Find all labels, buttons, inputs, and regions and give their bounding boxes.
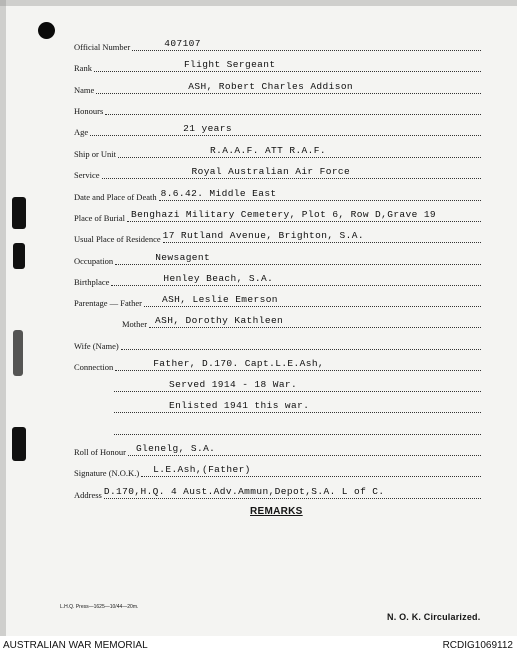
field-value-mother: ASH, Dorothy Kathleen: [155, 315, 284, 326]
scan-edge-left: [0, 0, 6, 636]
field-line-wife: [121, 337, 481, 350]
field-line-connection-2: [114, 379, 481, 392]
field-value-rank: Flight Sergeant: [183, 59, 276, 70]
field-label-birthplace: Birthplace: [74, 276, 110, 287]
scan-edge-top: [0, 0, 517, 6]
field-line-ship-or-unit: [118, 145, 481, 158]
field-row-connection: [74, 357, 481, 371]
field-value-ship-or-unit: R.A.A.F. ATT R.A.F.: [210, 145, 326, 156]
binder-clip-mark: [13, 330, 23, 376]
remarks-heading: REMARKS: [250, 506, 303, 517]
field-line-connection-4: [114, 422, 481, 435]
field-label-roll-of-honour: Roll of Honour: [74, 446, 126, 457]
field-row-name: [74, 80, 481, 94]
field-label-service: Service: [74, 169, 100, 180]
field-row-service: [74, 165, 481, 179]
field-value-place-burial: Benghazi Military Cemetery, Plot 6, Row D,Grave 19: [130, 209, 437, 220]
field-label-connection: Connection: [74, 361, 114, 372]
field-row-connection-3: [112, 399, 481, 413]
field-line-connection-3: [114, 400, 481, 413]
field-row-rank: [74, 58, 481, 72]
field-row-signature: [74, 463, 481, 477]
field-row-usual-residence: [74, 229, 481, 243]
field-value-connection: Father, D.170. Capt.L.E.Ash,: [153, 358, 325, 369]
field-value-age: 21 years: [183, 123, 232, 134]
field-value-name: ASH, Robert Charles Addison: [188, 81, 354, 92]
field-line-honours: [105, 102, 481, 115]
field-row-official-number: [74, 37, 481, 51]
field-label-address: Address: [74, 489, 102, 500]
field-label-date-place-death: Date and Place of Death: [74, 191, 157, 202]
field-line-roll-of-honour: [128, 443, 481, 456]
field-line-father: [144, 294, 481, 307]
field-value-father: ASH, Leslie Emerson: [161, 294, 278, 305]
field-value-official-number: 407107: [164, 38, 201, 49]
field-label-age: Age: [74, 126, 89, 137]
punch-hole: [38, 22, 55, 39]
field-line-connection: [115, 358, 481, 371]
nok-circularized-stamp: N. O. K. Circularized.: [387, 612, 481, 622]
field-line-address: [104, 486, 481, 499]
field-label-occupation: Occupation: [74, 255, 114, 266]
field-line-birthplace: [111, 273, 481, 286]
binder-clip-mark: [13, 243, 25, 269]
field-label-ship-or-unit: Ship or Unit: [74, 148, 117, 159]
field-label-name: Name: [74, 84, 95, 95]
field-label-wife: Wife (Name): [74, 340, 119, 351]
field-row-address: [74, 485, 481, 499]
field-row-mother: [74, 314, 481, 328]
field-label-rank: Rank: [74, 62, 92, 73]
field-row-place-burial: [74, 208, 481, 222]
field-value-service: Royal Australian Air Force: [191, 166, 351, 177]
field-row-age: [74, 122, 481, 136]
field-value-address: D.170,H.Q. 4 Aust.Adv.Ammun,Depot,S.A. L of C.: [103, 486, 385, 497]
field-value-date-place-death: 8.6.42. Middle East: [160, 188, 277, 199]
field-label-usual-residence: Usual Place of Residence: [74, 233, 161, 244]
footer-id: RCDIG1069112: [442, 640, 513, 651]
field-row-connection-2: [112, 378, 481, 392]
field-row-ship-or-unit: [74, 144, 481, 158]
field-row-connection-4: [112, 421, 481, 435]
field-value-occupation: Newsagent: [155, 252, 211, 263]
field-line-rank: [94, 59, 481, 72]
field-value-signature: L.E.Ash,(Father): [153, 464, 251, 475]
field-label-mother: Mother: [122, 318, 148, 329]
field-line-occupation: [115, 252, 481, 265]
field-value-connection-2: Served 1914 - 18 War.: [169, 379, 298, 390]
footer-source: AUSTRALIAN WAR MEMORIAL: [3, 640, 148, 651]
field-row-roll-of-honour: [74, 442, 481, 456]
field-line-signature: [141, 464, 481, 477]
field-label-father: Parentage — Father: [74, 297, 142, 308]
field-line-usual-residence: [163, 230, 481, 243]
field-line-service: [102, 166, 482, 179]
field-line-name: [96, 81, 481, 94]
field-value-roll-of-honour: Glenelg, S.A.: [135, 443, 216, 454]
field-row-occupation: [74, 251, 481, 265]
field-line-official-number: [132, 38, 481, 51]
field-row-father: [74, 293, 481, 307]
field-line-mother: [149, 315, 481, 328]
field-line-age: [90, 123, 481, 136]
field-line-date-place-death: [159, 188, 481, 201]
binder-clip-mark: [12, 427, 26, 461]
field-row-honours: [74, 101, 481, 115]
field-row-wife: [74, 336, 481, 350]
field-row-birthplace: [74, 272, 481, 286]
field-label-honours: Honours: [74, 105, 104, 116]
binder-clip-mark: [12, 197, 26, 229]
field-value-birthplace: Henley Beach, S.A.: [163, 273, 274, 284]
footer-bar: [0, 636, 517, 654]
printer-note: L.H.Q. Press—1625—10/44—20m.: [60, 604, 139, 610]
field-row-date-place-death: [74, 187, 481, 201]
field-label-place-burial: Place of Burial: [74, 212, 125, 223]
field-label-official-number: Official Number: [74, 41, 131, 52]
field-value-usual-residence: 17 Rutland Avenue, Brighton, S.A.: [162, 230, 364, 241]
field-label-signature: Signature (N.O.K.): [74, 467, 140, 478]
field-line-place-burial: [127, 209, 481, 222]
field-value-connection-3: Enlisted 1941 this war.: [169, 400, 310, 411]
